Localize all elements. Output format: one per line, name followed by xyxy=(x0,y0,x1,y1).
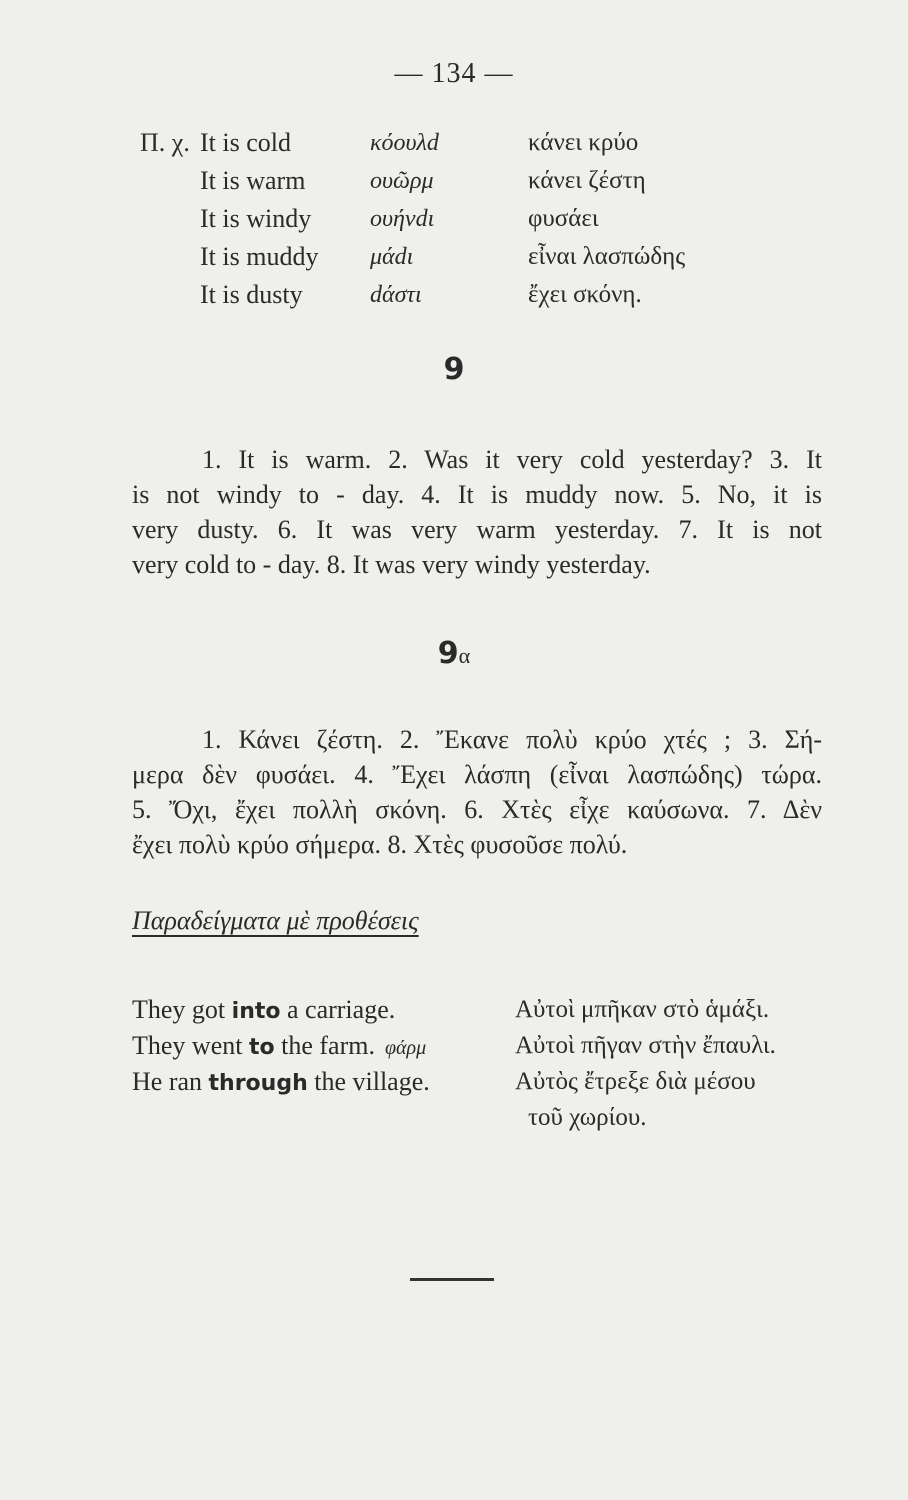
example-preposition: to xyxy=(248,1035,275,1060)
exercise-9a-line: ἔχει πολὺ κρύο σήμερα. 8. Χτὲς φυσοῦσε πολύ. xyxy=(132,830,628,859)
vocab-greek: εἶναι λασπώδης xyxy=(528,243,686,270)
example-english xyxy=(132,1064,430,1102)
vocab-greek: κάνει κρύο xyxy=(528,129,639,156)
example-preposition: through xyxy=(208,1071,308,1096)
vocab-english: It is cold xyxy=(200,128,291,157)
vocab-pronunciation: ουῶρμ xyxy=(370,168,434,194)
page-number: — 134 — xyxy=(394,58,514,89)
vocab-greek: φυσάει xyxy=(528,205,599,232)
exercise-9a-line: 5. Ὄχι, ἔχει πολλὴ σκόνη. 6. Χτὲς εἶχε καύσωνα. 7. Δὲν xyxy=(132,795,822,824)
section-number-9a xyxy=(0,636,908,671)
example-row xyxy=(132,1064,832,1100)
vocab-pronunciation: μάdι xyxy=(370,244,414,270)
example-greek: τοῦ χωρίου. xyxy=(528,1104,647,1131)
examples-heading: Παραδείγματα μὲ προθέσεις xyxy=(132,906,419,935)
preposition-examples xyxy=(132,992,832,1136)
vocab-english: It is dusty xyxy=(200,280,303,309)
vocab-pronunciation: ουήνdι xyxy=(370,206,435,232)
section-number: 9 xyxy=(437,636,459,671)
exercise-9-line: is not windy to - day. 4. It is muddy now. 5. No, it is xyxy=(132,480,822,509)
example-greek: Αὐτοὶ μπῆκαν στὸ ἁμάξι. xyxy=(515,996,770,1023)
example-greek: Αὐτὸς ἔτρεξε διὰ μέσου xyxy=(515,1068,756,1095)
vocab-greek: ἔχει σκόνη. xyxy=(528,281,642,308)
vocab-pronunciation: κόουλd xyxy=(370,130,439,156)
example-english xyxy=(132,992,395,1030)
exercise-9-line: very dusty. 6. It was very warm yesterday. 7. It is not xyxy=(132,515,822,544)
example-row xyxy=(132,992,832,1028)
example-text: They went xyxy=(132,1031,249,1060)
end-rule xyxy=(410,1278,494,1281)
vocab-label: Π. χ. xyxy=(140,128,190,157)
vocab-english: It is windy xyxy=(200,204,312,233)
example-preposition: into xyxy=(231,999,281,1024)
exercise-9-line: 1. It is warm. 2. Was it very cold yesterday? 3. It xyxy=(202,445,822,474)
example-text: They got xyxy=(132,995,232,1024)
exercise-9a-line: μερα δὲν φυσάει. 4. Ἔχει λάσπη (εἶναι λασπώδης) τώρα. xyxy=(132,760,822,789)
vocab-english: It is muddy xyxy=(200,242,319,271)
example-text: a carriage. xyxy=(280,995,396,1024)
vocab-pronunciation: dάστι xyxy=(370,282,422,308)
example-text: the farm. xyxy=(274,1031,375,1060)
section-suffix: α xyxy=(458,643,471,668)
exercise-9-text xyxy=(132,442,822,582)
exercise-9a-line: 1. Κάνει ζέστη. 2. Ἔκανε πολὺ κρύο χτές ; 3. Σή- xyxy=(202,725,822,754)
vocab-english: It is warm xyxy=(200,166,306,195)
example-text: He ran xyxy=(132,1067,209,1096)
exercise-9a-text xyxy=(132,722,822,862)
example-english xyxy=(132,1028,426,1066)
vocab-greek: κάνει ζέστη xyxy=(528,167,646,194)
example-row xyxy=(132,1100,832,1136)
example-greek: Αὐτοὶ πῆγαν στὴν ἔπαυλι. xyxy=(515,1032,776,1059)
exercise-9-line: very cold to - day. 8. It was very windy yesterday. xyxy=(132,550,651,579)
example-text: the village. xyxy=(307,1067,430,1096)
example-pronunciation: φάρμ xyxy=(384,1037,427,1059)
section-number-9: 9 xyxy=(443,352,465,387)
example-row xyxy=(132,1028,832,1064)
